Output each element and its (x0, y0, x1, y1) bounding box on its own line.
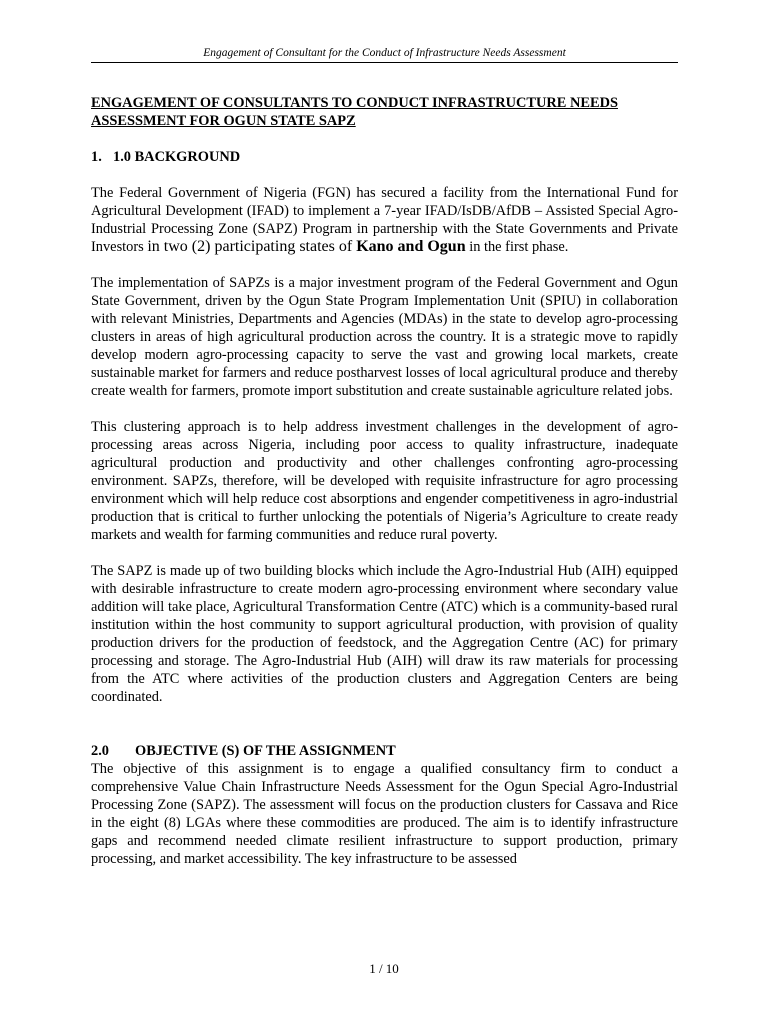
background-paragraph-2: The implementation of SAPZs is a major investment program of the Federal Government and Ogun State Government, driven by the Ogun State Program Implementation Unit (SPIU) in collaboration with relevant Ministries, Departments and Agencies (MDAs) in the state to develop agro-processing clusters in areas of high agricultural production across the country. It is a strategic move to rapidly develop modern agro-processing capacity to serve the vast and growing local markets, create sustainable market for farmers and reduce postharvest losses of local agricultural produce and thereby create wealth for farmers, promote import substitution and create sustainable agriculture related jobs. (91, 275, 678, 399)
background-paragraph-1-tail: in the first phase. (465, 239, 569, 255)
page-number: 1 / 10 (369, 961, 399, 976)
section-2-heading (91, 742, 678, 760)
background-paragraph-1 (91, 184, 678, 256)
objective-paragraph-1: The objective of this assignment is to engage a qualified consultancy firm to conduct a comprehensive Value Chain Infrastructure Needs Assessment for the Ogun Special Agro-Industrial Processing Zone (SAPZ). The assessment will focus on the production clusters for Cassava and Rice in the eight (8) LGAs where these commodities are produced. The aim is to identify infrastructure gaps and recommend needed climate resilient infrastructure to support production, primary processing, and market accessibility. The key infrastructure to be assessed (91, 761, 678, 867)
section-1-heading (91, 148, 678, 166)
document-title: ENGAGEMENT OF CONSULTANTS TO CONDUCT INFRASTRUCTURE NEEDS ASSESSMENT FOR OGUN STATE SAPZ (91, 95, 618, 129)
section-1-number: 1. (91, 149, 102, 165)
section-2-number: 2.0 (91, 743, 109, 759)
background-paragraph-1-emphasis: in two (2) participating states of (147, 238, 357, 255)
section-1-title: 1.0 BACKGROUND (113, 149, 241, 165)
background-paragraph-3: This clustering approach is to help address investment challenges in the development of agro-processing areas across Nigeria, including poor access to quality infrastructure, inadequate agricultural production and productivity and other challenges confronting agro-processing environment. SAPZs, therefore, will be developed with requisite infrastructure for agro processing environment which will help reduce cost absorptions and engender competitiveness in agro-industrial production that is critical to further unlocking the potentials of Nigeria’s Agriculture to create ready markets and wealth for farming communities and reduce rural poverty. (91, 419, 678, 543)
running-header: Engagement of Consultant for the Conduct of Infrastructure Needs Assessment (203, 47, 566, 59)
section-2-title: OBJECTIVE (S) OF THE ASSIGNMENT (135, 743, 396, 759)
header-rule (91, 62, 678, 63)
document-body (91, 94, 678, 868)
background-paragraph-4: The SAPZ is made up of two building blocks which include the Agro-Industrial Hub (AIH) equipped with desirable infrastructure to create modern agro-processing environment where secondary value addition will take place, Agricultural Transformation Centre (ATC) which is a community-based rural institution within the host community to support agricultural production, with provision of quality production drivers for the production of feedstock, and the Aggregation Centre (AC) for primary processing and storage. The Agro-Industrial Hub (AIH) will draw its raw materials for processing from the ATC where activities of the production clusters and Aggregation Centers are being coordinated. (91, 563, 678, 705)
background-paragraph-1-states: Kano and Ogun (356, 238, 466, 255)
background-paragraph-1-text: The Federal Government of Nigeria (FGN) has secured a facility from the International Fund for Agricultural Development (IFAD) to implement a 7-year IFAD/IsDB/AfDB – Assisted Special Agro-Industrial Processing Zone (SAPZ) Program in partnership with the State Governments and Private Investors (91, 185, 678, 255)
